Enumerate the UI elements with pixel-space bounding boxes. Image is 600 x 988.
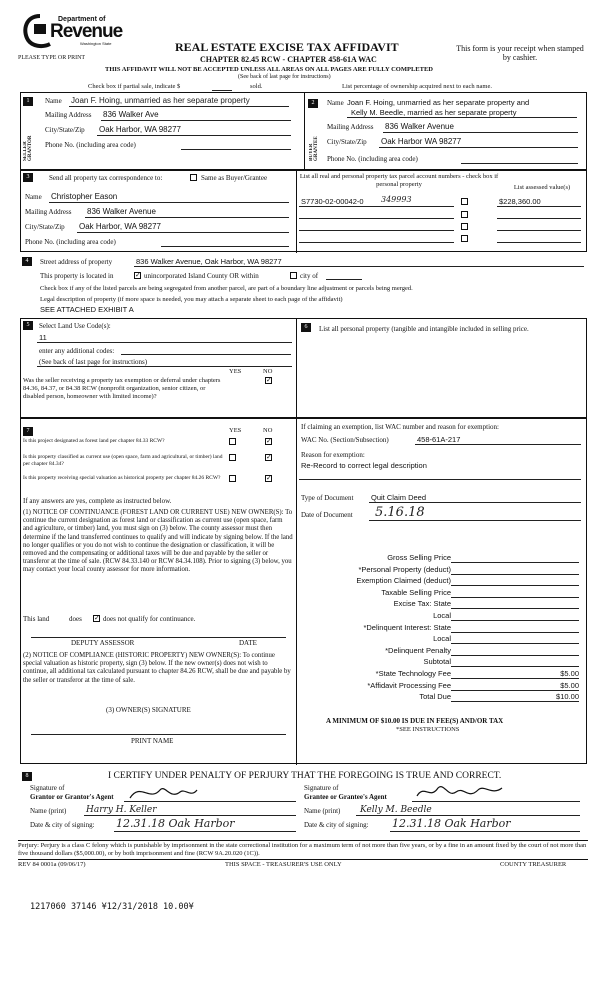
grantor-date-label: Date & city of signing: — [30, 821, 95, 829]
seller-section-number: 1 — [23, 97, 33, 106]
tax-row-label: *State Technology Fee — [375, 668, 451, 678]
section-forest — [20, 418, 587, 764]
tax-row — [301, 588, 583, 600]
correspondence-section-number: 3 — [23, 173, 33, 182]
this-land-label: This land — [23, 615, 50, 623]
tax-row — [301, 623, 583, 635]
parcel-number: S7730-02-00042-0 — [301, 197, 364, 206]
unincorporated-checkbox[interactable]: ✓ — [135, 271, 141, 279]
grantor-name-print: Harry H. Keller — [86, 805, 157, 815]
grantor-name-label: Name (print) — [30, 807, 67, 815]
tax-row-label: Local — [433, 610, 451, 620]
deputy-date: DATE — [239, 639, 257, 647]
doc-date-value: 5.16.18 — [375, 505, 425, 520]
does-not-label: does not qualify for continuance. — [103, 615, 196, 623]
section-land-use — [20, 318, 587, 418]
corr-name: Christopher Eason — [51, 192, 118, 201]
buyer-name-label: Name — [327, 99, 344, 107]
tax-row-label: Exemption Claimed (deduct) — [356, 576, 451, 586]
tax-table — [301, 553, 583, 704]
forest-q1: Is this project designated as forest land per chapter 84.33 RCW? — [23, 438, 165, 444]
notice-compliance: (2) NOTICE OF COMPLIANCE (HISTORIC PROPERTY) NEW OWNER(S): To continue special valuation as historic property, sign (3) below. If the new owner(s) does not wish to continue, all additional tax calculated pursuant to chapter 84.26 RCW, shall be due and payable by the seller or transferor at the time of sale. — [23, 652, 291, 684]
corr-mail-label: Mailing Address — [25, 208, 72, 216]
buyer-phone-label: Phone No. (including area code) — [327, 155, 418, 163]
corr-city-label: City/State/Zip — [25, 223, 65, 231]
seller-name-label: Name — [45, 97, 62, 105]
parcel-handwritten: 349993 — [381, 195, 412, 204]
forest-q3-yes[interactable] — [229, 475, 236, 482]
city-of-checkbox[interactable] — [290, 272, 297, 279]
buyer-mail: 836 Walker Avenue — [385, 122, 454, 131]
section-certify — [20, 770, 587, 840]
assessed-value: $228,360.00 — [499, 197, 541, 206]
no-header-5: NO — [263, 368, 273, 375]
tax-row — [301, 599, 583, 611]
tax-row — [301, 634, 583, 646]
does-label: does — [69, 615, 82, 623]
reason-value: Re-Record to correct legal description — [301, 461, 427, 470]
does-not-checkbox[interactable]: ✓ — [94, 614, 100, 622]
please-type: PLEASE TYPE OR PRINT — [18, 55, 86, 61]
legal-value: SEE ATTACHED EXHIBIT A — [40, 305, 134, 314]
personal-property-checkbox-2[interactable] — [461, 211, 468, 218]
owner-signature-label: (3) OWNER(S) SIGNATURE — [106, 706, 191, 714]
land-use-label: Select Land Use Code(s): — [39, 322, 111, 330]
logo-top: Department of — [58, 16, 106, 23]
tax-row-label: *Delinquent Penalty — [385, 645, 451, 655]
buyer-name-line1: Joan F. Hoing, unmarried as her separate property and — [347, 98, 530, 107]
corr-name-label: Name — [25, 193, 42, 201]
grantee-sig-label2: Grantee or Grantee's Agent — [304, 793, 387, 801]
rev-label: REV 84 0001a (09/06/17) — [18, 861, 86, 868]
forest-q1-no[interactable]: ✓ — [266, 437, 272, 445]
warning-text: THIS AFFIDAVIT WILL NOT BE ACCEPTED UNLESS ALL AREAS ON ALL PAGES ARE FULLY COMPLETED — [105, 66, 433, 73]
tax-row-label: *Affidavit Processing Fee — [367, 680, 451, 690]
tax-row-label: Subtotal — [423, 657, 451, 667]
tax-row-label: Taxable Selling Price — [381, 587, 451, 597]
tax-row — [301, 646, 583, 658]
seller-tag: SELLER GRANTOR — [23, 135, 33, 161]
buyer-city-label: City/State/Zip — [327, 138, 367, 146]
see-back: (See back of last page for instructions) — [238, 74, 331, 80]
grantee-sig-label1: Signature of — [304, 784, 339, 792]
logo-main: Revenue — [50, 21, 123, 42]
buyer-city: Oak Harbor WA 98277 — [381, 137, 462, 146]
tax-row-label: Total Due — [419, 692, 451, 702]
seller-phone-label: Phone No. (including area code) — [45, 141, 136, 149]
forest-section-number: 7 — [23, 427, 33, 436]
treasurer-space: THIS SPACE - TREASURER'S USE ONLY — [225, 861, 342, 868]
seller-name: Joan F. Hoing, unmarried as her separate property — [71, 96, 250, 105]
assessed-heading: List assessed value(s) — [513, 184, 571, 191]
seller-city-label: City/State/Zip — [45, 126, 85, 134]
corr-city: Oak Harbor, WA 98277 — [79, 222, 161, 231]
yes-header-5: YES — [229, 368, 242, 375]
tax-row — [301, 657, 583, 669]
exemption-no-checkbox[interactable]: ✓ — [266, 376, 272, 384]
tax-row-value: $5.00 — [560, 680, 579, 690]
personal-property-checkbox-4[interactable] — [461, 235, 468, 242]
tax-row — [301, 692, 583, 704]
minimum-due: A MINIMUM OF $10.00 IS DUE IN FEE(S) AND/OR TAX — [326, 717, 504, 725]
grantor-sig-label1: Signature of — [30, 784, 65, 792]
same-as-buyer-checkbox[interactable] — [190, 174, 197, 181]
additional-codes: enter any additional codes: — [39, 347, 115, 355]
tax-row-label: *Personal Property (deduct) — [358, 564, 451, 574]
form-title: REAL ESTATE EXCISE TAX AFFIDAVIT — [175, 40, 399, 54]
tax-row-label: Excise Tax: State — [393, 599, 451, 609]
percentage-note: List percentage of ownership acquired next to each name. — [342, 83, 492, 90]
certify-text: I CERTIFY UNDER PENALTY OF PERJURY THAT THE FOREGOING IS TRUE AND CORRECT. — [108, 771, 502, 781]
tax-row-label: Local — [433, 634, 451, 644]
yes-header-7: YES — [229, 427, 242, 434]
section-correspondence — [20, 170, 587, 252]
forest-q2-yes[interactable] — [229, 454, 236, 461]
corr-mail: 836 Walker Avenue — [87, 207, 156, 216]
corr-phone-label: Phone No. (including area code) — [25, 238, 116, 246]
revenue-logo — [20, 10, 130, 56]
personal-property-checkbox-3[interactable] — [461, 223, 468, 230]
land-use-section-number: 5 — [23, 321, 33, 330]
forest-q1-yes[interactable] — [229, 438, 236, 445]
grantee-date-city: 12.31.18 Oak Harbor — [392, 817, 511, 830]
receipt-note: This form is your receipt when stamped by cashier. — [456, 44, 584, 62]
wac-value: 458-61A-217 — [417, 435, 461, 444]
legal-label: Legal description of property (if more space is needed, you may attach a separate sheet to each page of the affidavit) — [40, 296, 343, 303]
grantee-name-label: Name (print) — [304, 807, 341, 815]
street-label: Street address of property — [40, 258, 113, 266]
tax-row — [301, 565, 583, 577]
grantor-sig-label2: Grantor or Grantor's Agent — [30, 793, 114, 801]
buyer-section-number: 2 — [308, 99, 318, 108]
seller-city: Oak Harbor, WA 98277 — [99, 125, 181, 134]
print-name-label: PRINT NAME — [131, 737, 174, 745]
tax-row — [301, 611, 583, 623]
tax-row-value: $10.00 — [556, 692, 579, 702]
forest-q3-no[interactable]: ✓ — [266, 474, 272, 482]
certify-section-number: 8 — [22, 772, 32, 781]
doc-type-label: Type of Document — [301, 494, 354, 502]
deputy-assessor: DEPUTY ASSESSOR — [71, 639, 135, 647]
forest-q2: Is this property classified as current use (open space, farm and agricultural, or timber) land per chapter 84.34? — [23, 454, 223, 467]
partial-sale: Check box if partial sale, indicate $ — [88, 83, 181, 90]
reason-label: Reason for exemption: — [301, 451, 365, 459]
send-label: Send all property tax correspondence to: — [49, 174, 163, 182]
buyer-tag: BUYER GRANTEE — [309, 136, 319, 161]
grantee-date-label: Date & city of signing: — [304, 821, 369, 829]
county-treasurer: COUNTY TREASURER — [500, 861, 567, 868]
if-yes-text: If any answers are yes, complete as instructed below. — [23, 497, 172, 505]
recording-stamp: 1217060 37146 ¥12/31/2018 10.00¥ — [30, 902, 194, 912]
located-value: unincorporated Island County OR within — [144, 272, 259, 280]
sold-label: sold. — [250, 83, 263, 90]
land-use-see-back: (See back of last page for instructions) — [39, 358, 148, 366]
tax-row-value: $5.00 — [560, 668, 579, 678]
grantee-name-print: Kelly M. Beedle — [360, 805, 432, 815]
land-use-code: 11 — [39, 333, 47, 342]
parcels-heading: List all real and personal property tax parcel account numbers - check box if personal property — [299, 173, 499, 188]
wac-label: WAC No. (Section/Subsection) — [301, 436, 389, 444]
location-section-number: 4 — [22, 257, 32, 266]
segregated-text: Check box if any of the listed parcels are being segregated from another parcel, are part of a boundary line adjustment or parcels being merged. — [40, 285, 413, 292]
forest-q2-no[interactable]: ✓ — [266, 453, 272, 461]
seller-mail-label: Mailing Address — [45, 111, 92, 119]
personal-property-text: List all personal property (tangible and intangible included in selling price. — [319, 325, 529, 333]
notice-continuance: (1) NOTICE OF CONTINUANCE (FOREST LAND OR CURRENT USE) NEW OWNER(S): To continue the current designation as forest land or classification as current use (open space, farm and agriculture, or timber) land, you must sign on (3) below. The county assessor must then determine if the land transferred continues to qualify and will indicate by signing below. If the land no longer qualifies or you do not wish to continue the designation or classification, it will be removed and the compensating or additional taxes will be due and payable by the seller or transferor at the time of sale. (RCW 84.33.140 or RCW 84.34.108). Prior to signing (3) below, you may contact your local county assessor for more information. — [23, 509, 293, 574]
perjury-text: Perjury: Perjury is a class C felony which is punishable by imprisonment in the state correctional institution for a maximum term of not more than five years, or by a fine in an amount fixed by the court of not more than five thousand dollars ($5,000.00), or by both imprisonment and fine (RCW 9A.20.020 (1C)). — [18, 842, 587, 857]
logo-sub: Washington State — [80, 41, 112, 46]
form-chapter: CHAPTER 82.45 RCW - CHAPTER 458-61A WAC — [200, 55, 377, 64]
personal-property-checkbox-1[interactable] — [461, 198, 468, 205]
exemption-question: Was the seller receiving a property tax exemption or deferral under chapters 84.36, 84.37, or 84.38 RCW (nonprofit organization, senior citizen, or disabled person, homeowner with limited income)? — [23, 377, 221, 400]
doc-date-label: Date of Document — [301, 511, 353, 519]
tax-row-label: *Delinquent Interest: State — [363, 622, 451, 632]
personal-property-section-number: 6 — [301, 323, 311, 332]
see-instructions: *SEE INSTRUCTIONS — [396, 726, 460, 733]
buyer-name-line2: Kelly M. Beedle, married as her separate property — [351, 108, 517, 117]
exemption-claim: If claiming an exemption, list WAC number and reason for exemption: — [301, 423, 499, 431]
buyer-mail-label: Mailing Address — [327, 123, 374, 131]
same-as-buyer-label: Same as Buyer/Grantee — [201, 174, 268, 182]
tax-row — [301, 669, 583, 681]
tax-row — [301, 681, 583, 693]
street-value: 836 Walker Avenue, Oak Harbor, WA 98277 — [136, 257, 282, 266]
located-label: This property is located in — [40, 272, 114, 280]
tax-row-label: Gross Selling Price — [387, 553, 451, 562]
city-of-label: city of — [300, 272, 319, 280]
tax-row — [301, 576, 583, 588]
forest-q3: Is this property receiving special valuation as historical property per chapter 84.26 RCW? — [23, 475, 221, 481]
seller-mail: 836 Walker Ave — [103, 110, 159, 119]
grantor-date-city: 12.31.18 Oak Harbor — [116, 817, 235, 830]
doc-type-value: Quit Claim Deed — [371, 493, 427, 502]
section-seller-buyer — [20, 92, 587, 170]
no-header-7: NO — [263, 427, 273, 434]
tax-row — [301, 553, 583, 565]
